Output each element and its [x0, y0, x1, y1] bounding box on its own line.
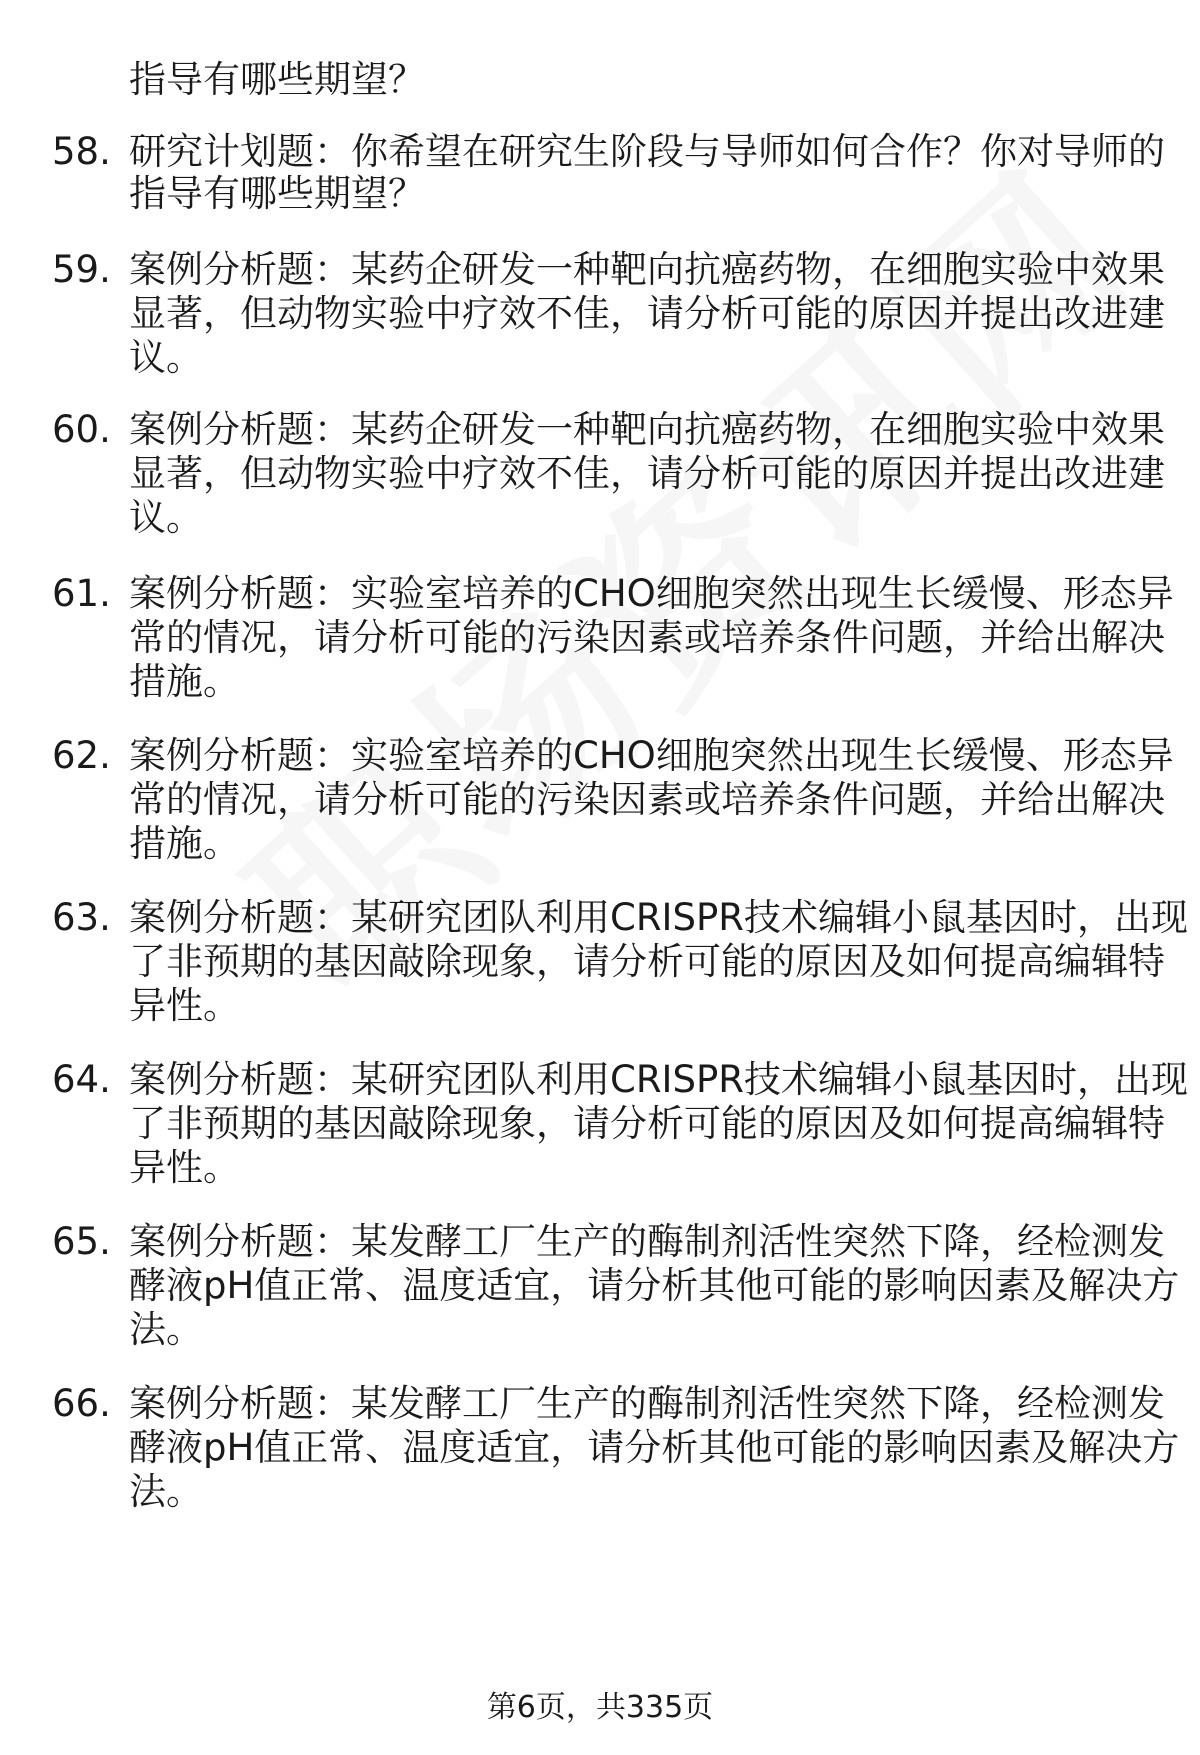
item-line: 法。 [129, 1470, 203, 1513]
item-number: 58. [52, 130, 111, 173]
item-number: 59. [52, 248, 111, 291]
item-line: 显著，但动物实验中疗效不佳，请分析可能的原因并提出改进建 [129, 292, 1165, 335]
item-line: 措施。 [129, 660, 240, 703]
item-line: 研究计划题：你希望在研究生阶段与导师如何合作？你对导师的 [129, 130, 1165, 173]
item-line: 议。 [129, 496, 203, 539]
item-line: 常的情况，请分析可能的污染因素或培养条件问题，并给出解决 [129, 616, 1165, 659]
item-line: 案例分析题：某研究团队利用CRISPR技术编辑小鼠基因时，出现 [129, 896, 1188, 939]
page-footer: 第6页，共335页 [486, 1690, 714, 1725]
item-line: 异性。 [129, 984, 240, 1027]
item-line: 案例分析题：某药企研发一种靶向抗癌药物，在细胞实验中效果 [129, 408, 1165, 451]
item-line: 酵液pH值正常、温度适宜，请分析其他可能的影响因素及解决方 [129, 1426, 1180, 1469]
item-number: 64. [52, 1058, 111, 1101]
item-line: 显著，但动物实验中疗效不佳，请分析可能的原因并提出改进建 [129, 452, 1165, 495]
item-line: 案例分析题：某发酵工厂生产的酶制剂活性突然下降，经检测发 [129, 1220, 1165, 1263]
item-line: 案例分析题：实验室培养的CHO细胞突然出现生长缓慢、形态异 [129, 572, 1174, 615]
item-number: 63. [52, 896, 111, 939]
item-number: 61. [52, 572, 111, 615]
continued-line: 指导有哪些期望？ [129, 58, 425, 101]
item-number: 62. [52, 734, 111, 777]
item-line: 了非预期的基因敲除现象，请分析可能的原因及如何提高编辑特 [129, 1102, 1165, 1145]
item-line: 常的情况，请分析可能的污染因素或培养条件问题，并给出解决 [129, 778, 1165, 821]
item-line: 指导有哪些期望？ [129, 172, 425, 215]
item-line: 措施。 [129, 822, 240, 865]
item-line: 案例分析题：某研究团队利用CRISPR技术编辑小鼠基因时，出现 [129, 1058, 1188, 1101]
item-line: 法。 [129, 1308, 203, 1351]
item-number: 66. [52, 1382, 111, 1425]
item-line: 酵液pH值正常、温度适宜，请分析其他可能的影响因素及解决方 [129, 1264, 1180, 1307]
item-number: 60. [52, 408, 111, 451]
item-line: 案例分析题：实验室培养的CHO细胞突然出现生长缓慢、形态异 [129, 734, 1174, 777]
item-line: 议。 [129, 336, 203, 379]
item-line: 案例分析题：某发酵工厂生产的酶制剂活性突然下降，经检测发 [129, 1382, 1165, 1425]
item-line: 案例分析题：某药企研发一种靶向抗癌药物，在细胞实验中效果 [129, 248, 1165, 291]
item-line: 异性。 [129, 1146, 240, 1189]
item-number: 65. [52, 1220, 111, 1263]
item-line: 了非预期的基因敲除现象，请分析可能的原因及如何提高编辑特 [129, 940, 1165, 983]
